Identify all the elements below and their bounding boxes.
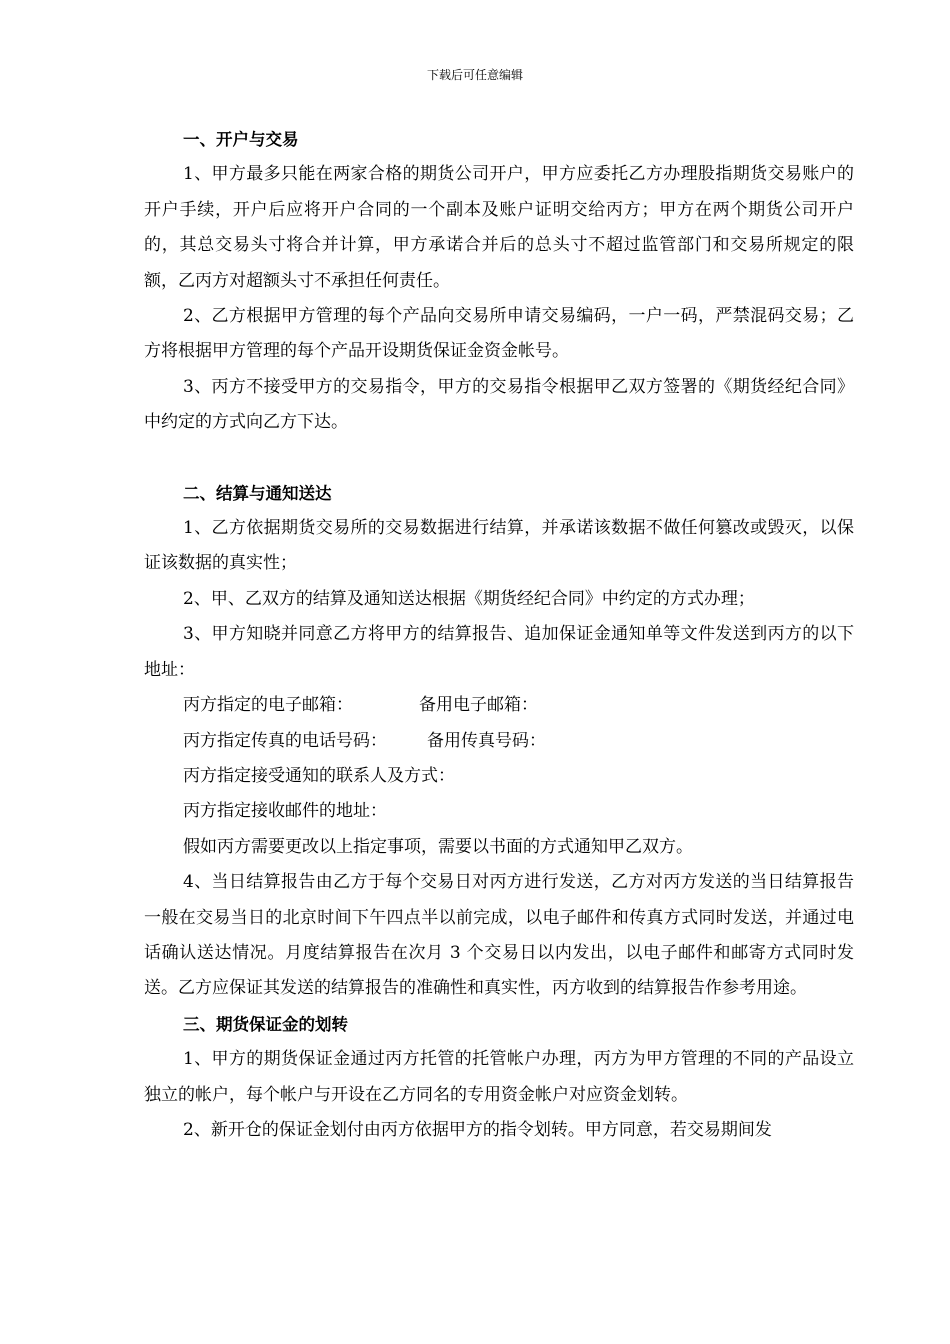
contact-field-row: 丙方指定接受通知的联系人及方式：	[183, 765, 455, 786]
mail-field-row: 丙方指定接收邮件的地址：	[183, 801, 387, 822]
section-2-item-3: 3、甲方知晓并同意乙方将甲方的结算报告、追加保证金通知单等文件发送到丙方的以下地址：	[144, 624, 854, 680]
section-3-title: 三、期货保证金的划转	[183, 1014, 348, 1034]
page-header: 下载后可任意编辑	[426, 68, 523, 82]
section-1-item-3: 3、丙方不接受甲方的交易指令，甲方的交易指令根据甲乙双方签署的《期货经纪合同》中约定的方式向乙方下达。	[144, 376, 854, 433]
section-2-item-1: 1、乙方依据期货交易所的交易数据进行结算，并承诺该数据不做任何篡改或毁灭，以保证该数据的真实性；	[144, 518, 854, 574]
section-2-item-2: 2、甲、乙双方的结算及通知送达根据《期货经纪合同》中约定的方式办理；	[183, 588, 755, 609]
section-3-item-2: 2、新开仓的保证金划付由丙方依据甲方的指令划转。甲方同意，若交易期间发	[183, 1119, 772, 1140]
section-1-item-1: 1、甲方最多只能在两家合格的期货公司开户，甲方应委托乙方办理股指期货交易账户的开户手续，开户后应将开户合同的一个副本及账户证明交给丙方；甲方在两个期货公司开户的，其总交易头寸将合并计算，甲方承诺合并后的总头寸不超过监管部门和交易所规定的限额，乙丙方对超额头寸不承担任何责任。	[144, 164, 854, 291]
document-body	[144, 122, 854, 1148]
backup-fax-label: 备用传真号码：	[427, 730, 546, 751]
fax-field-row	[144, 724, 854, 759]
section-2-title: 二、结算与通知送达	[183, 483, 332, 503]
fax-label: 丙方指定传真的电话号码：	[183, 730, 387, 751]
section-1-title: 一、开户与交易	[183, 130, 299, 149]
email-label: 丙方指定的电子邮箱：	[183, 695, 353, 716]
section-3-item-1: 1、甲方的期货保证金通过丙方托管的托管帐户办理，丙方为甲方管理的不同的产品设立独立的帐户，每个帐户与开设在乙方同名的专用资金帐户对应资金划转。	[144, 1049, 854, 1105]
section-spacer	[144, 441, 854, 476]
backup-email-label: 备用电子邮箱：	[419, 695, 538, 716]
section-2-item-4: 4、当日结算报告由乙方于每个交易日对丙方进行发送，乙方对丙方发送的当日结算报告一般在交易当日的北京时间下午四点半以前完成，以电子邮件和传真方式同时发送，并通过电话确认送达情况。月度结算报告在次月 3 个交易日以内发出，以电子邮件和邮寄方式同时发送。乙方应保证其发送的结算报告的准确性和真实性，丙方收到的结算报告作参考用途。	[144, 872, 854, 999]
email-field-row	[144, 688, 854, 723]
section-1-item-2: 2、乙方根据甲方管理的每个产品向交易所申请交易编码，一户一码，严禁混码交易；乙方将根据甲方管理的每个产品开设期货保证金资金帐号。	[144, 306, 854, 362]
change-notice: 假如丙方需要更改以上指定事项，需要以书面的方式通知甲乙双方。	[183, 836, 693, 857]
